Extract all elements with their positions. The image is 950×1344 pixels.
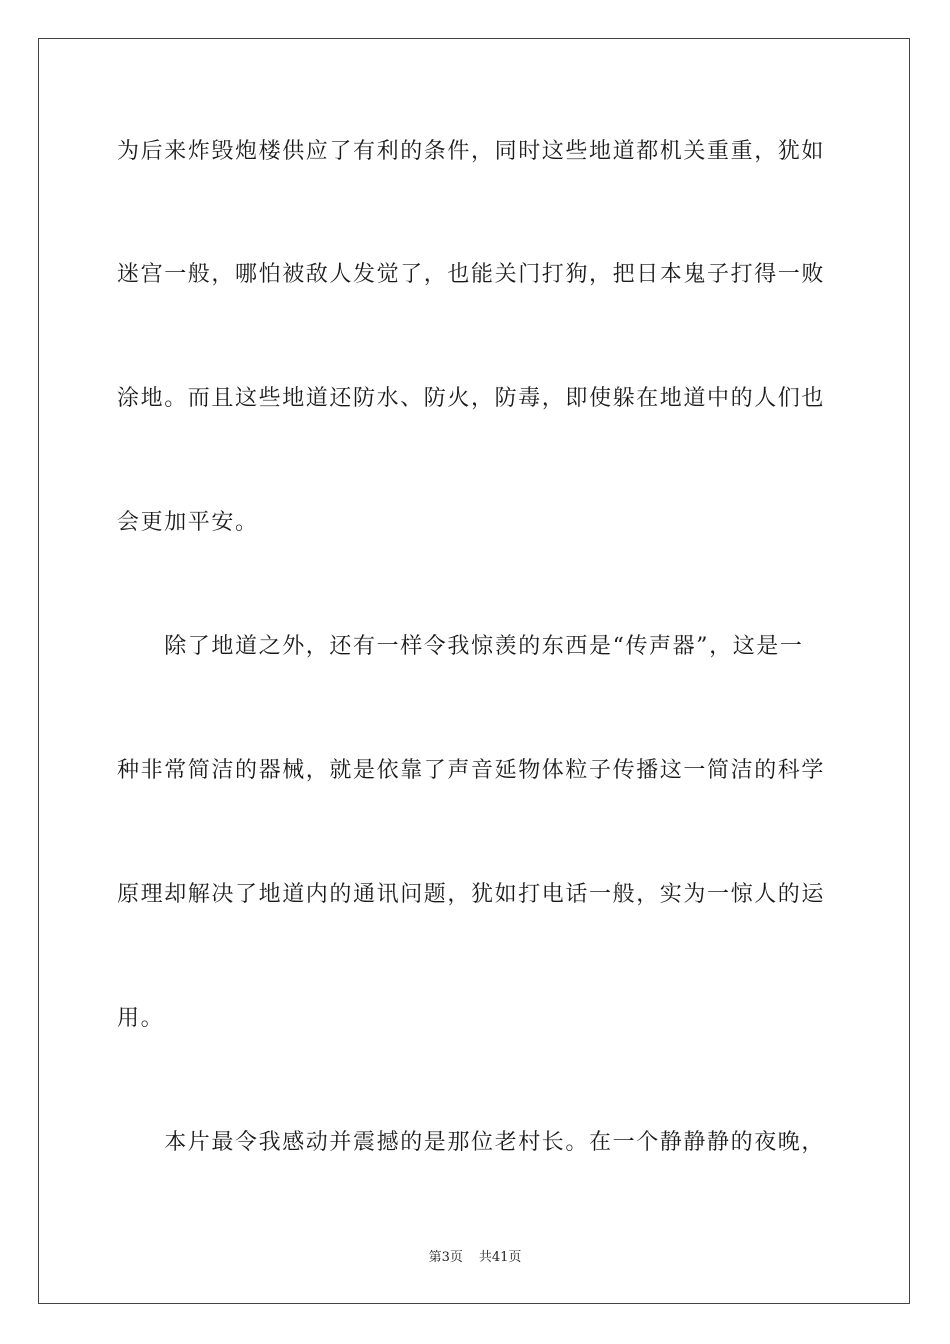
text-line: 迷宫一般，哪怕被敌人发觉了，也能关门打狗，把日本鬼子打得一败 bbox=[117, 262, 826, 287]
text-line: 原理却解决了地道内的通讯问题，犹如打电话一般，实为一惊人的运 bbox=[117, 882, 826, 907]
text-line: 除了地道之外，还有一样令我惊羡的东西是“传声器”，这是一 bbox=[117, 634, 804, 659]
page-border bbox=[38, 38, 910, 1304]
text-line: 用。 bbox=[117, 1006, 165, 1031]
total-pages: 共41页 bbox=[478, 1250, 522, 1265]
text-line: 本片最令我感动并震撼的是那位老村长。在一个静静静的夜晚， bbox=[117, 1130, 826, 1155]
page-footer bbox=[0, 1246, 950, 1265]
page-number: 第3页 bbox=[428, 1250, 463, 1265]
text-line: 种非常简洁的器械，就是依靠了声音延物体粒子传播这一简洁的科学 bbox=[117, 758, 826, 783]
text-line: 会更加平安。 bbox=[117, 510, 259, 535]
text-line: 涂地。而且这些地道还防水、防火，防毒，即使躲在地道中的人们也 bbox=[117, 386, 826, 411]
text-line: 为后来炸毁炮楼供应了有利的条件，同时这些地道都机关重重，犹如 bbox=[117, 139, 826, 164]
